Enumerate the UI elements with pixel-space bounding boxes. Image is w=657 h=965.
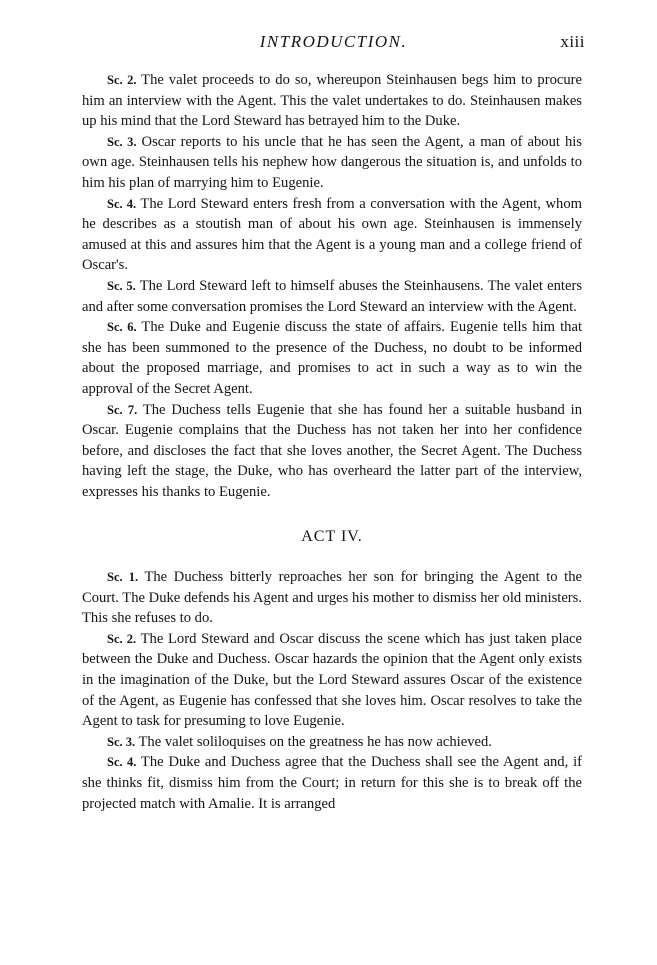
running-title: INTRODUCTION. [259, 32, 408, 51]
scene-paragraph [82, 629, 582, 732]
scene-label: Sc. 2. [107, 73, 137, 87]
scene-label: Sc. 4. [107, 755, 137, 770]
scene-label: Sc. 3. [107, 134, 137, 149]
page-body [82, 70, 582, 814]
act-four-scene-summaries [82, 567, 582, 814]
scene-paragraph [82, 400, 582, 503]
scene-paragraph [82, 567, 582, 629]
scene-label: Sc. 5. [107, 278, 136, 293]
scene-text: Oscar reports to his uncle that he has seen the Agent, a man of about his own age. Steinhausen tells his nephew how dangerous the situation is, and unfolds to him his plan of marrying him to Eugenie. [82, 133, 582, 191]
scene-paragraph [82, 132, 582, 194]
scene-text: The Lord Steward enters fresh from a conversation with the Agent, whom he describes as a stoutish man of about his own age. Steinhausen is immensely amused at this and assures him that the Agent is a young man and a college friend of Oscar's. [82, 195, 583, 274]
scene-paragraph [82, 194, 582, 276]
scene-label: Sc. 2. [107, 631, 137, 646]
scene-label: Sc. 6. [107, 320, 137, 335]
scene-text: The Lord Steward and Oscar discuss the scene which has just taken place between the Duke and Duchess. Oscar hazards the opinion that the Agent only exists in the imagination of the Duke, but the Lord Steward assures Oscar of the existence of the Agent, as Eugenie has confessed that she loves him. Oscar resolves to take the Agent to task for presuming to love Eugenie. [82, 630, 582, 730]
scene-text: The Lord Steward left to himself abuses the Steinhausens. The valet enters and after some conversation promises the Lord Steward an interview with the Agent. [82, 277, 582, 315]
scene-label: Sc. 7. [107, 402, 138, 417]
scene-text: The valet soliloquises on the greatness he has now achieved. [138, 733, 492, 750]
scene-text: The Duchess bitterly reproaches her son for bringing the Agent to the Court. The Duke defends his Agent and urges his mother to dismiss her old ministers. This she refuses to do. [82, 569, 583, 627]
act-heading: ACT IV. [301, 528, 363, 546]
scene-text: The Duchess tells Eugenie that she has found her a suitable husband in Oscar. Eugenie complains that the Duchess has not taken her into her confidence before, and discloses the fact that she loves another, the Secret Agent. The Duchess having left the stage, the Duke, who has overheard the latter part of the interview, expresses his thanks to Eugenie. [82, 401, 583, 500]
scene-text: The Duke and Eugenie discuss the state of affairs. Eugenie tells him that she has been summoned to the presence of the Duchess, no doubt to be informed about the proposed marriage, and promises to act in such a way as to win the approval of the Secret Agent. [82, 319, 583, 397]
scene-paragraph [82, 752, 582, 814]
scene-text: The valet proceeds to do so, whereupon Steinhausen begs him to procure him an interview with the Agent. This the valet undertakes to do. Steinhausen makes up his mind that the Lord Steward has betrayed him to the Duke. [82, 72, 582, 130]
scene-paragraph [82, 732, 582, 753]
scene-paragraph [82, 317, 582, 399]
act-three-scene-summaries [82, 70, 582, 502]
scene-paragraph [82, 276, 582, 317]
scene-label: Sc. 3. [107, 734, 136, 749]
scene-label: Sc. 1. [107, 570, 139, 585]
page-number: xiii [560, 32, 585, 51]
scene-paragraph [82, 70, 582, 132]
page-header [82, 32, 585, 56]
scene-text: The Duke and Duchess agree that the Duchess shall see the Agent and, if she thinks fit, dismiss him from the Court; in return for this she is to break off the projected match with Amalie. It is arranged [82, 754, 583, 812]
scene-label: Sc. 4. [107, 196, 137, 211]
